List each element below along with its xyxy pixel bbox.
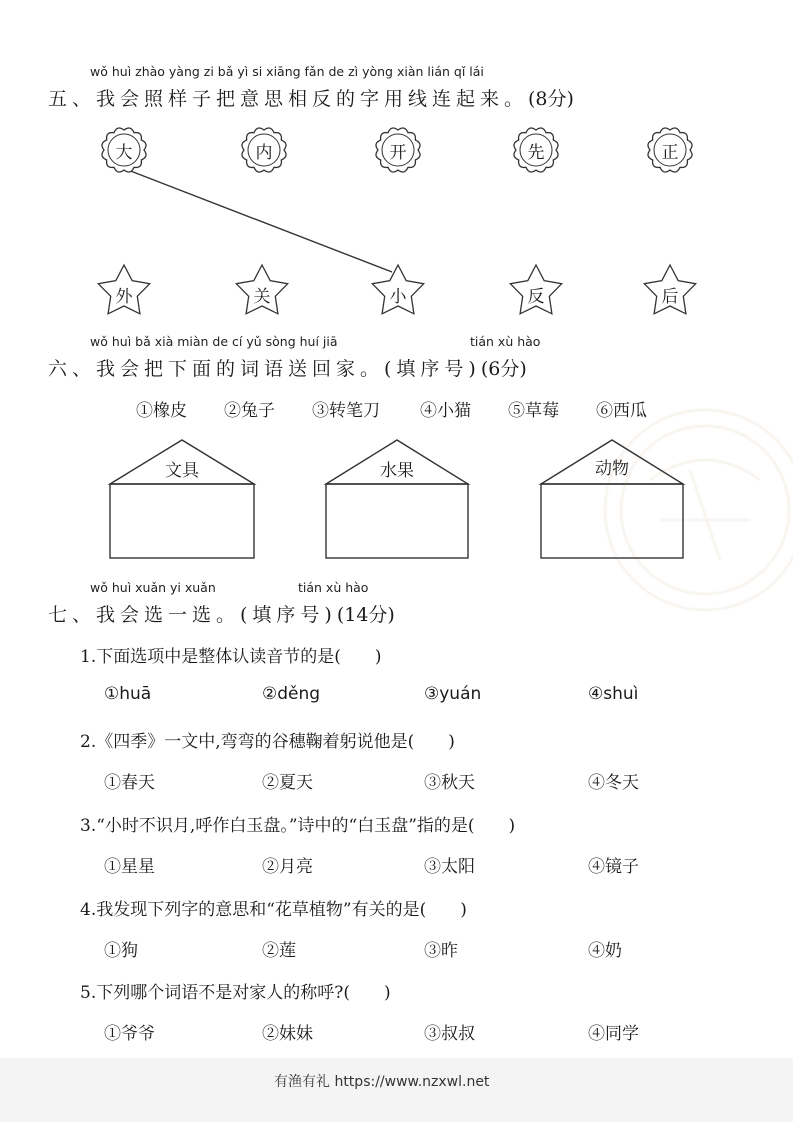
section7-pinyin-fill: tián xù hào (298, 580, 369, 595)
section6-pinyin: wǒ huì bǎ xià miàn de cí yǔ sòng huí jiā (90, 334, 338, 349)
bottom-char: 关 (253, 287, 271, 307)
question-3: 3.“小时不识月,呼作白玉盘。”诗中的“白玉盘”指的是( ) (80, 816, 516, 836)
section7-title: 七、我会选一选。(填序号) (48, 604, 337, 626)
q5-option-1: ①爷爷 (104, 1024, 155, 1044)
bottom-char: 反 (527, 287, 545, 307)
word-chip: ⑤草莓 (508, 401, 559, 421)
top-char: 开 (389, 143, 407, 163)
house-label-fruit: 水果 (380, 461, 414, 481)
house-label-stationery: 文具 (165, 461, 199, 481)
section5-score: (8分) (528, 88, 574, 110)
q5-option-4: ④同学 (588, 1024, 639, 1044)
q5-option-3: ③叔叔 (424, 1024, 475, 1044)
q5-option-2: ②妹妹 (262, 1024, 313, 1044)
section6-title: 六、我会把下面的词语送回家。(填序号) (48, 358, 481, 380)
word-chip: ②兔子 (224, 401, 275, 421)
question-4: 4.我发现下列字的意思和“花草植物”有关的是( ) (80, 900, 467, 920)
q3-option-2: ②月亮 (262, 857, 313, 877)
q4-option-3: ③昨 (424, 941, 458, 961)
q2-option-3: ③秋天 (424, 773, 475, 793)
footer-watermark: 有渔有礼 https://www.nzxwl.net (274, 1074, 490, 1090)
top-char: 正 (661, 143, 679, 163)
q1-option-1: ①huā (104, 684, 152, 704)
q3-option-4: ④镜子 (588, 857, 639, 877)
top-char: 先 (527, 143, 545, 163)
word-chip: ①橡皮 (136, 401, 187, 421)
section7-score: (14分) (336, 604, 395, 626)
q1-option-3: ③yuán (424, 684, 482, 704)
q1-option-2: ②děng (262, 684, 321, 704)
section5-pinyin: wǒ huì zhào yàng zi bǎ yì si xiāng fǎn de zì yòng xiàn lián qǐ lái (90, 64, 484, 79)
section6-pinyin-fill: tián xù hào (470, 334, 541, 349)
section5-title: 五、我会照样子把意思相反的字用线连起来。 (48, 88, 529, 110)
top-char: 内 (255, 143, 273, 163)
word-chip: ④小猫 (420, 401, 471, 421)
section7-pinyin: wǒ huì xuǎn yi xuǎn (90, 580, 216, 595)
word-chip: ③转笔刀 (312, 401, 380, 421)
q2-option-2: ②夏天 (262, 773, 313, 793)
q2-option-4: ④冬天 (588, 773, 639, 793)
q4-option-2: ②莲 (262, 941, 296, 961)
bottom-char: 外 (115, 287, 133, 307)
question-5: 5.下列哪个词语不是对家人的称呼?( ) (80, 983, 391, 1003)
bottom-char: 后 (661, 287, 679, 307)
question-2: 2.《四季》一文中,弯弯的谷穗鞠着躬说他是( ) (80, 732, 455, 752)
q3-option-1: ①星星 (104, 857, 155, 877)
house-label-animal: 动物 (595, 459, 629, 479)
top-char: 大 (115, 143, 133, 163)
q3-option-3: ③太阳 (424, 857, 475, 877)
q4-option-4: ④奶 (588, 941, 622, 961)
q4-option-1: ①狗 (104, 941, 138, 961)
question-1: 1.下面选项中是整体认读音节的是( ) (80, 647, 382, 667)
word-chip: ⑥西瓜 (596, 401, 647, 421)
bottom-char: 小 (389, 287, 407, 307)
section6-score: (6分) (480, 358, 527, 380)
q2-option-1: ①春天 (104, 773, 155, 793)
q1-option-4: ④shuì (588, 684, 639, 704)
